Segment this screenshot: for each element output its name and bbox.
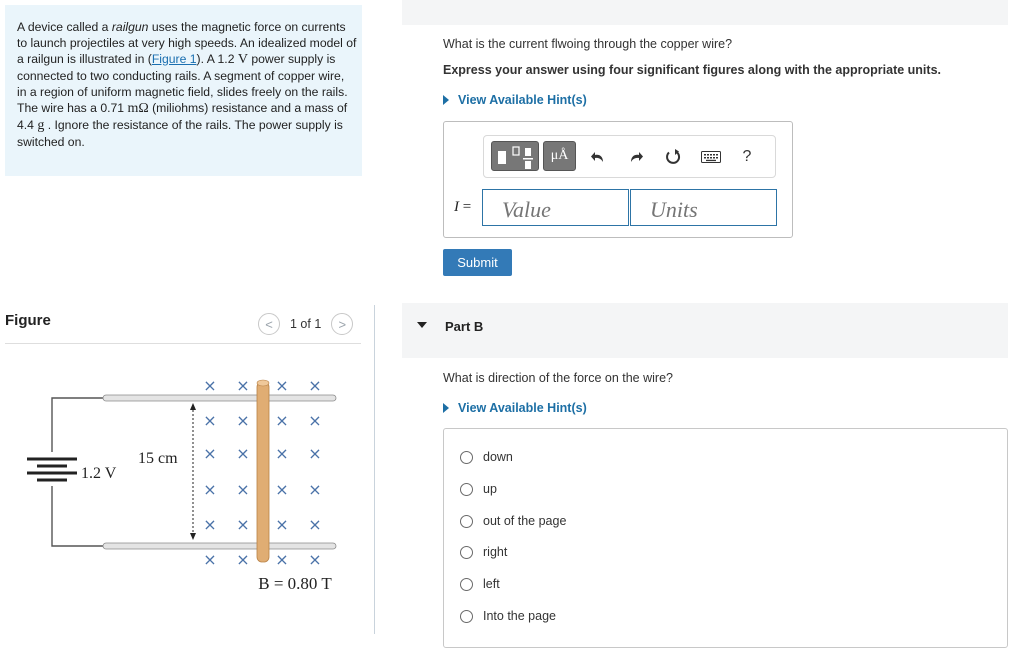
collapse-caret-icon[interactable] (417, 322, 427, 328)
option-label: Into the page (483, 609, 556, 623)
svg-text:×: × (275, 444, 289, 463)
part-b-question: What is direction of the force on the wire? (443, 371, 673, 385)
problem-term-railgun: railgun (111, 20, 149, 34)
part-a-header (402, 0, 1008, 25)
svg-text:×: × (236, 444, 250, 463)
svg-text:×: × (203, 411, 217, 430)
figure-divider (5, 343, 361, 344)
figure-pagination (258, 313, 353, 335)
problem-text (17, 19, 357, 150)
option-label: right (483, 545, 508, 559)
svg-text:×: × (308, 480, 322, 499)
submit-button[interactable]: Submit (443, 249, 512, 276)
template-icon (492, 142, 540, 172)
radio-button[interactable] (460, 483, 473, 496)
option-out-of-the-page[interactable] (460, 514, 566, 528)
radio-button[interactable] (460, 546, 473, 559)
options-box (443, 428, 1008, 648)
svg-text:×: × (203, 480, 217, 499)
length-dimension-arrow (190, 403, 196, 540)
option-label: up (483, 482, 497, 496)
part-a-hint-toggle[interactable] (443, 93, 587, 107)
svg-text:×: × (308, 376, 322, 395)
value-input[interactable] (482, 189, 629, 226)
reset-icon[interactable] (663, 147, 683, 167)
voltage-label: 1.2 V (81, 465, 117, 482)
svg-text:×: × (308, 444, 322, 463)
next-figure-button[interactable] (331, 313, 353, 335)
svg-text:×: × (308, 515, 322, 534)
copper-wire-end (257, 380, 269, 386)
top-rail (103, 395, 336, 401)
help-icon[interactable]: ? (742, 148, 752, 165)
hint-label: View Available Hint(s) (458, 401, 587, 415)
figure-1-link[interactable]: Figure 1 (151, 52, 197, 66)
option-up[interactable] (460, 482, 497, 496)
svg-text:×: × (275, 550, 289, 569)
svg-text:×: × (236, 480, 250, 499)
part-b-hint-toggle[interactable] (443, 401, 587, 415)
problem-text-part: A device called a (17, 20, 112, 34)
svg-text:×: × (203, 550, 217, 569)
caret-right-icon (443, 95, 449, 105)
svg-text:×: × (275, 376, 289, 395)
undo-icon[interactable] (588, 147, 608, 167)
part-a-question: What is the current flwoing through the copper wire? (443, 37, 733, 51)
redo-icon[interactable] (626, 147, 646, 167)
units-input[interactable] (630, 189, 777, 226)
svg-text:×: × (275, 411, 289, 430)
svg-text:×: × (308, 411, 322, 430)
option-right[interactable] (460, 545, 507, 559)
copper-wire (257, 382, 269, 562)
svg-text:×: × (236, 376, 250, 395)
part-b-title: Part B (445, 319, 484, 334)
option-label: out of the page (483, 514, 567, 528)
part-b-header (402, 303, 1008, 358)
option-into-the-page[interactable] (460, 609, 556, 623)
equals-sign: = (462, 199, 472, 215)
variable-i: I (454, 199, 459, 215)
problem-statement-box (5, 5, 362, 176)
length-label: 15 cm (138, 450, 178, 467)
option-label: down (483, 450, 513, 464)
figure-counter: 1 of 1 (290, 317, 322, 331)
unit-volts: V (237, 52, 248, 67)
option-left[interactable] (460, 577, 500, 591)
problem-text-part: ). A 1.2 (196, 52, 238, 66)
svg-text:×: × (236, 411, 250, 430)
problem-text-part: uses the magnetic force on currents to launch projectiles at very high speeds. An idealized model of a railgun is illustrated in ( (17, 20, 357, 66)
svg-text:×: × (236, 515, 250, 534)
svg-text:×: × (275, 515, 289, 534)
problem-text-part: (miliohms) resistance and a mass of 4.4 (17, 101, 348, 132)
svg-text:×: × (203, 515, 217, 534)
svg-text:×: × (236, 550, 250, 569)
problem-text-part: power supply is connected to two conducting rails. A segment of copper wire, in a region of uniform magnetic field, slides freely on the rails. The wire has a 0.71 (17, 52, 348, 115)
answer-box (443, 121, 793, 238)
previous-figure-button[interactable] (258, 313, 280, 335)
problem-text-part: . Ignore the resistance of the rails. The power supply is switched on. (17, 118, 343, 149)
option-label: left (483, 577, 500, 591)
battery-icon (27, 459, 77, 480)
field-label: B = 0.80 T (258, 574, 332, 593)
radio-button[interactable] (460, 578, 473, 591)
caret-right-icon (443, 403, 449, 413)
svg-text:×: × (275, 480, 289, 499)
radio-button[interactable] (460, 515, 473, 528)
option-down[interactable] (460, 450, 513, 464)
equation-label (454, 199, 471, 216)
radio-button[interactable] (460, 451, 473, 464)
chevron-left-icon: < (265, 316, 273, 332)
part-a-instruction: Express your answer using four significant figures along with the appropriate units. (443, 63, 941, 77)
chevron-right-icon: > (338, 316, 347, 332)
unit-grams: g (37, 118, 45, 133)
svg-text:×: × (308, 550, 322, 569)
hint-label: View Available Hint(s) (458, 93, 587, 107)
railgun-figure (20, 370, 350, 600)
units-button[interactable]: μÅ (543, 141, 576, 171)
radio-button[interactable] (460, 610, 473, 623)
bottom-rail (103, 543, 336, 549)
math-toolbar (483, 135, 776, 178)
templates-button[interactable] (491, 141, 539, 171)
svg-text:×: × (203, 444, 217, 463)
svg-text:×: × (203, 376, 217, 395)
keyboard-icon[interactable] (700, 147, 722, 167)
figure-title: Figure (5, 312, 51, 329)
panel-divider (374, 305, 375, 634)
unit-milliohms: mΩ (127, 101, 149, 116)
